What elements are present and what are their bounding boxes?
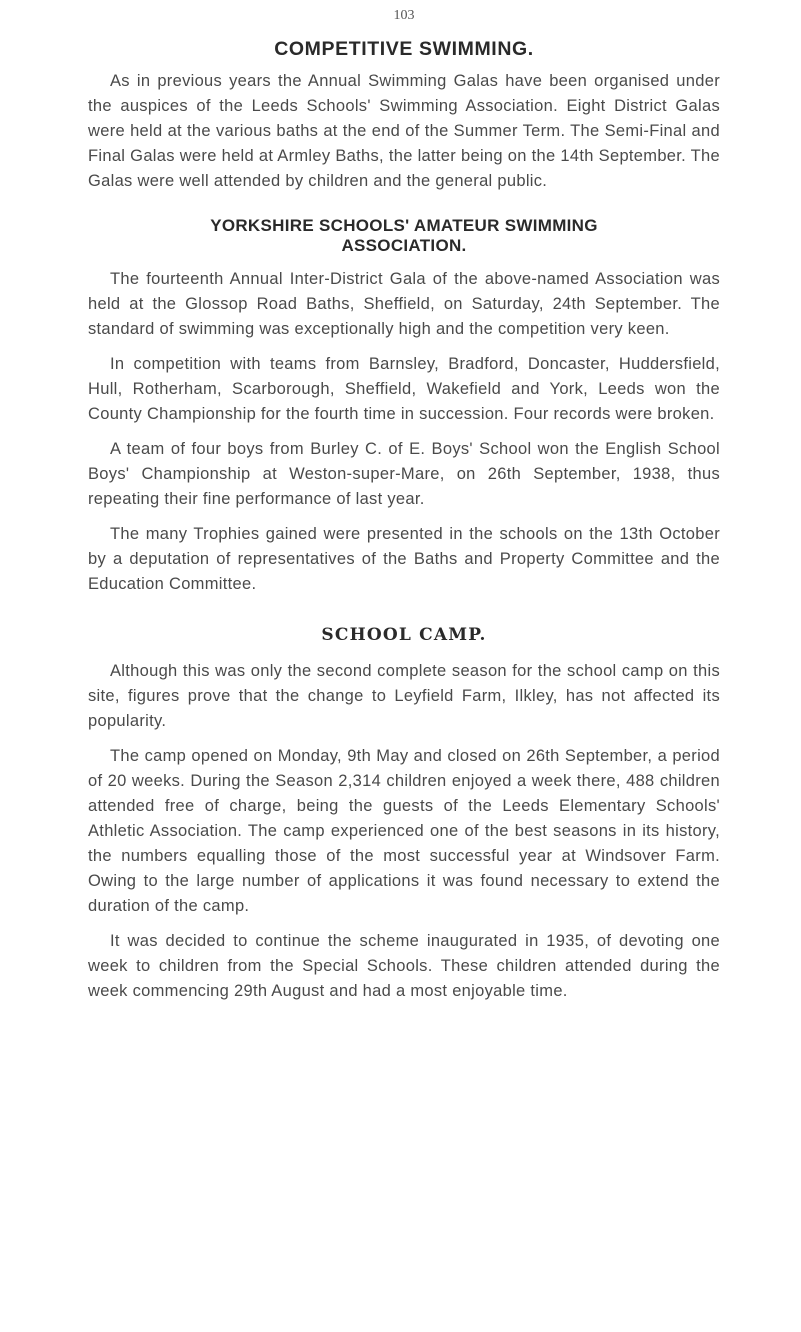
- paragraph-camp-3: It was decided to continue the scheme inaugurated in 1935, of devoting one week to children from the Special Schools. These children attended during the week commencing 29th August and had a most enjoyable time.: [88, 932, 720, 1000]
- document-page: [88, 0, 720, 1014]
- section-yorkshire-association: [88, 216, 720, 597]
- paragraph-yorkshire-3: A team of four boys from Burley C. of E. Boys' School won the English School Boys' Championship at Weston-super-Mare, on 26th September, 1938, thus repeating their fine performance of last year.: [88, 440, 720, 508]
- paragraph-camp-1: Although this was only the second complete season for the school camp on this site, figures prove that the change to Leyfield Farm, Ilkley, has not affected its popularity.: [88, 662, 720, 730]
- paragraph-yorkshire-2: In competition with teams from Barnsley, Bradford, Doncaster, Huddersfield, Hull, Rotherham, Scarborough, Sheffield, Wakefield and York, Leeds won the County Championship for the fourth time in succession. Four records were broken.: [88, 355, 720, 423]
- paragraph-competitive-1: As in previous years the Annual Swimming Galas have been organised under the auspices of the Leeds Schools' Swimming Association. Eight District Galas were held at the various baths at the end of the Summer Term. The Semi-Final and Final Galas were held at Armley Baths, the latter being on the 14th September. The Galas were well attended by children and the general public.: [88, 72, 720, 190]
- paragraph-yorkshire-4: The many Trophies gained were presented in the schools on the 13th October by a deputation of representatives of the Baths and Property Committee and the Education Committee.: [88, 525, 720, 593]
- section-competitive-swimming: [88, 38, 720, 194]
- paragraph-yorkshire-1: The fourteenth Annual Inter-District Gala of the above-named Association was held at the Glossop Road Baths, Sheffield, on Saturday, 24th September. The standard of swimming was exceptionally high and the competition very keen.: [88, 270, 720, 338]
- heading-school-camp: SCHOOL CAMP.: [321, 625, 487, 645]
- heading-yorkshire-association: [88, 216, 720, 256]
- heading-competitive-swimming: COMPETITIVE SWIMMING.: [274, 38, 534, 60]
- page-number: 103: [393, 8, 415, 23]
- paragraph-camp-2: The camp opened on Monday, 9th May and closed on 26th September, a period of 20 weeks. During the Season 2,314 children enjoyed a week there, 488 children attended free of charge, being the guests of the Leeds Elementary Schools' Athletic Association. The camp experienced one of the best seasons in its history, the numbers equalling those of the most successful year at Windsover Farm. Owing to the large number of applications it was found necessary to extend the duration of the camp.: [88, 747, 720, 915]
- section-school-camp: [88, 625, 720, 1004]
- heading-yorkshire-line2: ASSOCIATION.: [341, 236, 467, 255]
- heading-yorkshire-line1: YORKSHIRE SCHOOLS' AMATEUR SWIMMING: [210, 216, 598, 235]
